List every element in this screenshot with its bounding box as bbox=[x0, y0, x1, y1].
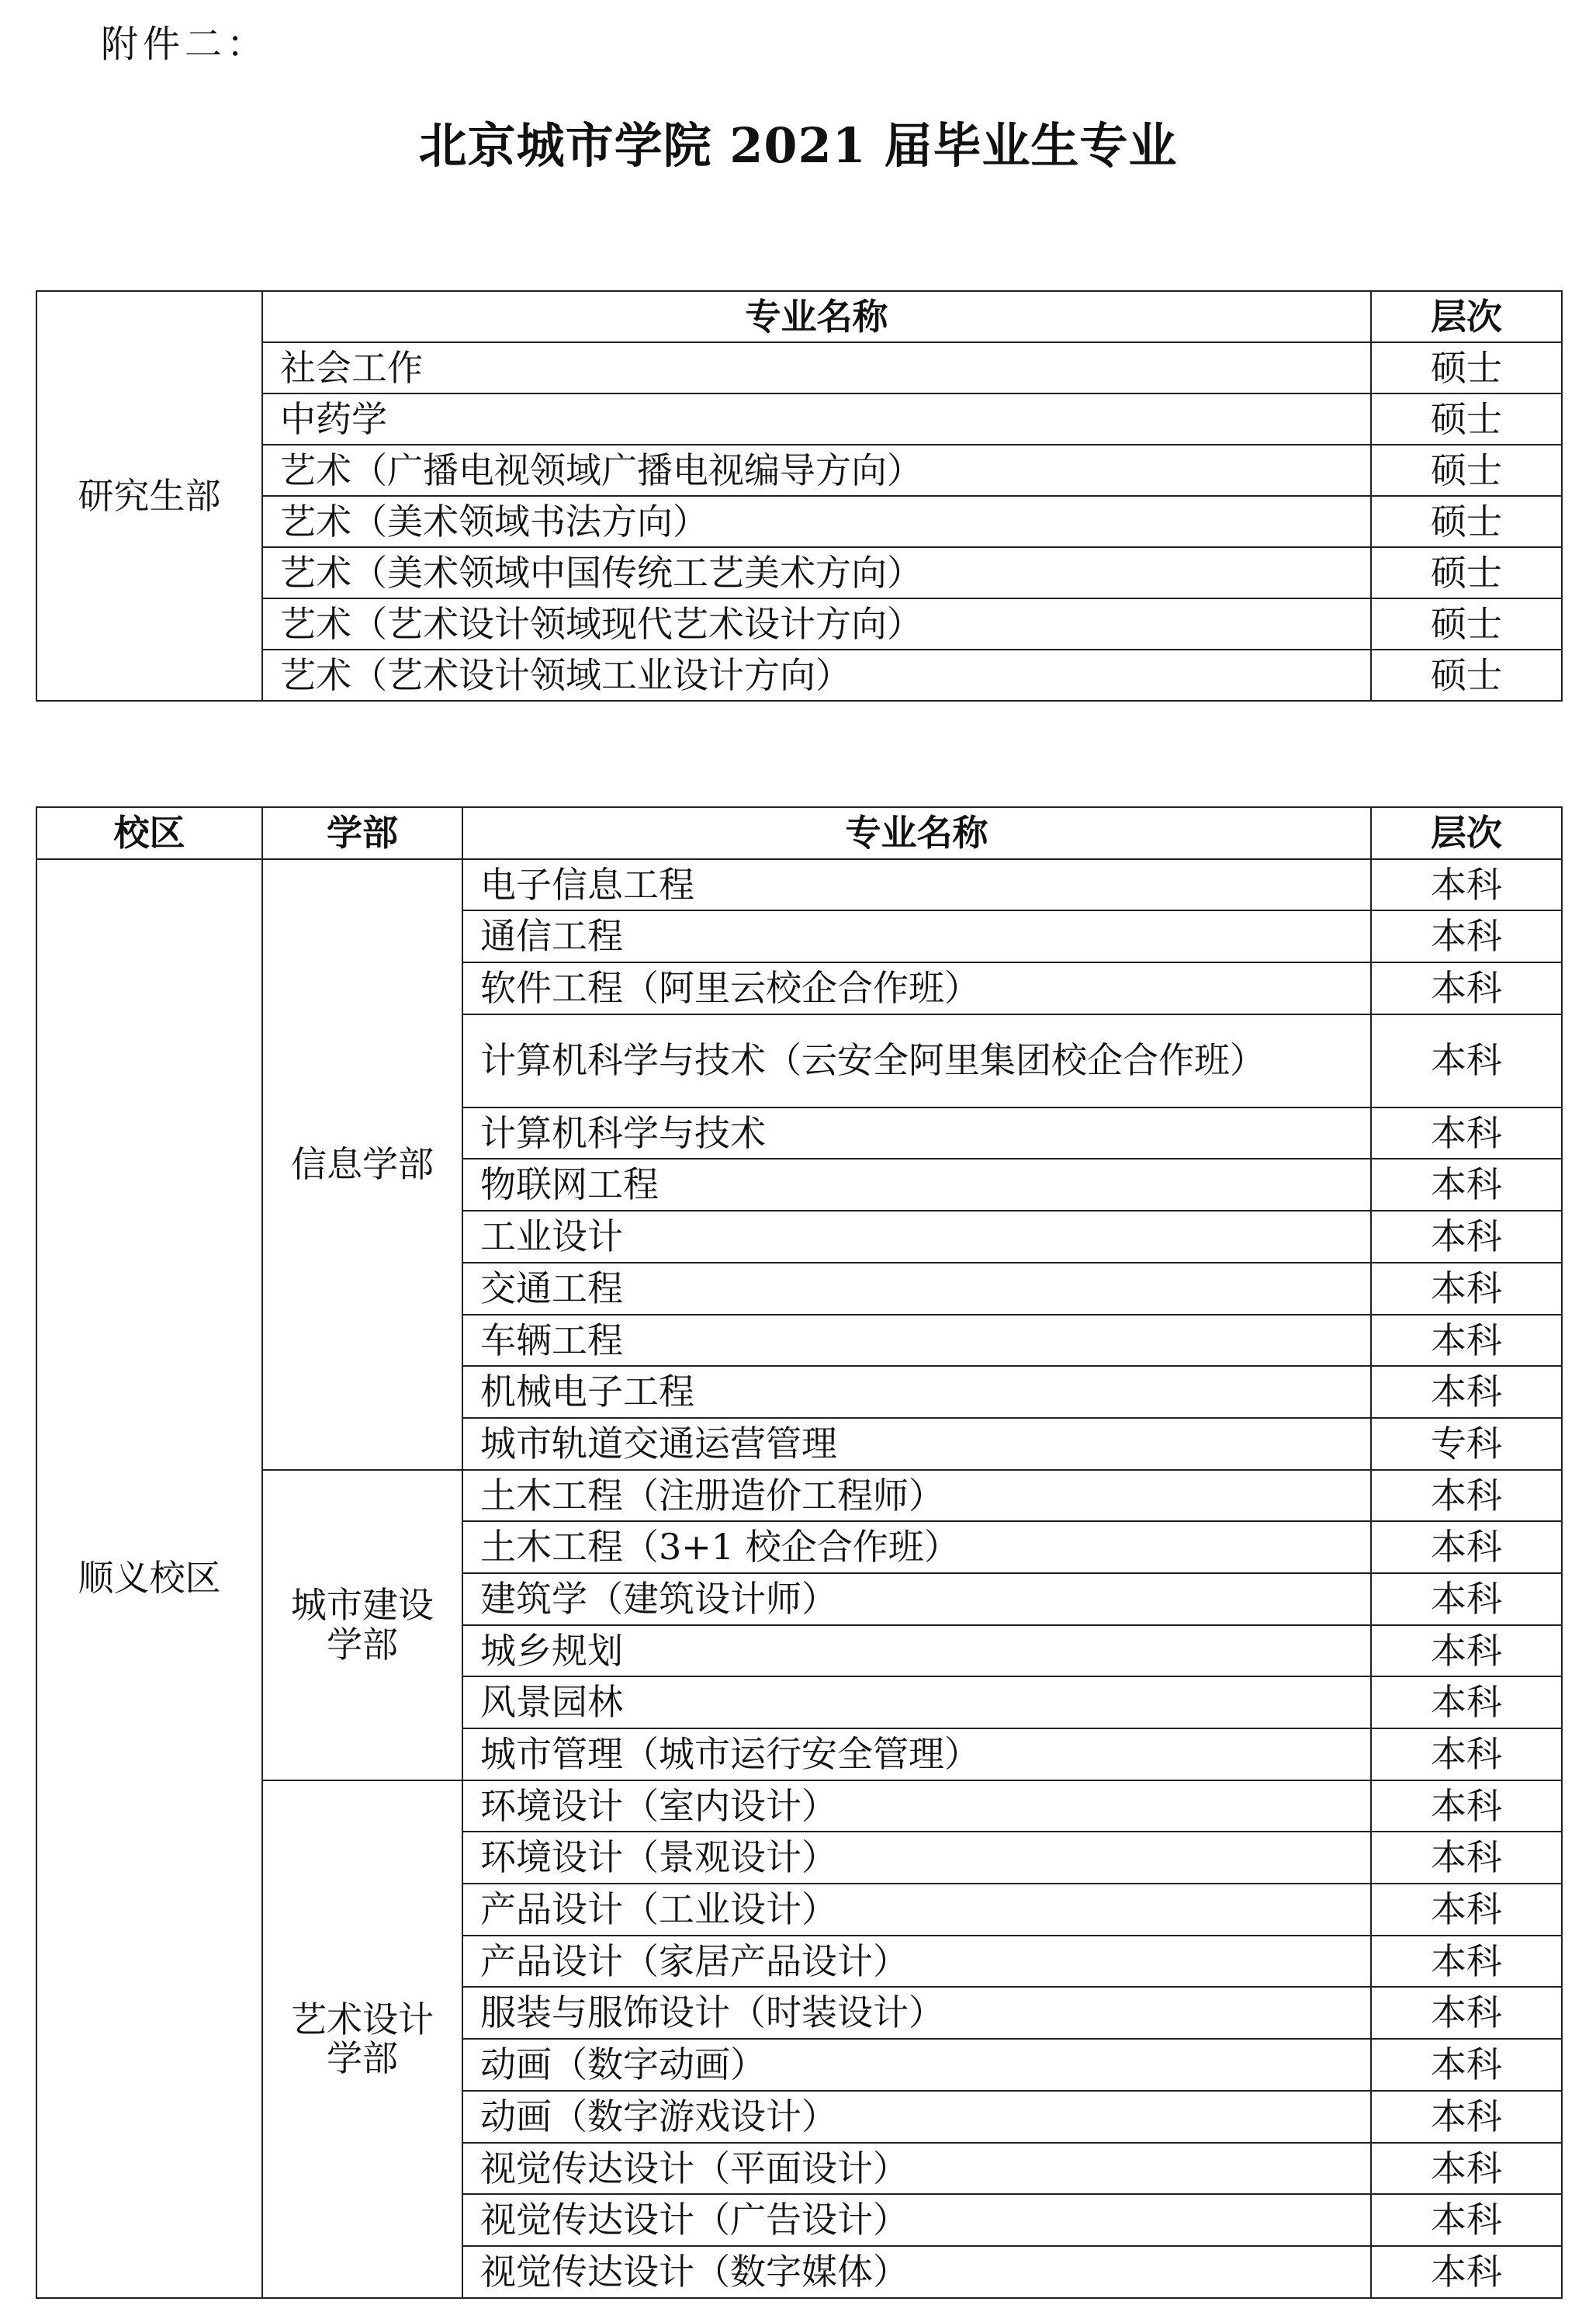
major-level: 本科 bbox=[1371, 1521, 1562, 1573]
table-row bbox=[36, 859, 1562, 911]
page-title: 北京城市学院 2021 届毕业生专业 bbox=[418, 117, 1178, 174]
major-level: 本科 bbox=[1371, 2091, 1562, 2143]
major-name: 艺术（美术领域书法方向） bbox=[262, 496, 1371, 547]
major-name: 电子信息工程 bbox=[462, 859, 1371, 911]
major-name: 产品设计（工业设计） bbox=[462, 1884, 1371, 1936]
major-level: 本科 bbox=[1371, 2194, 1562, 2246]
header-campus: 校区 bbox=[36, 807, 262, 859]
table-row bbox=[36, 393, 1562, 445]
major-name: 机械电子工程 bbox=[462, 1366, 1371, 1418]
major-level: 本科 bbox=[1371, 1780, 1562, 1832]
header-department: 学部 bbox=[262, 807, 462, 859]
major-name: 服装与服饰设计（时装设计） bbox=[462, 1987, 1371, 2039]
major-level: 本科 bbox=[1371, 1728, 1562, 1780]
table-row bbox=[36, 547, 1562, 598]
major-name: 动画（数字动画） bbox=[462, 2039, 1371, 2091]
major-level: 本科 bbox=[1371, 1470, 1562, 1522]
major-level: 本科 bbox=[1371, 1366, 1562, 1418]
table-row bbox=[36, 1780, 1562, 1832]
major-name: 计算机科学与技术（云安全阿里集团校企合作班） bbox=[462, 1014, 1371, 1107]
major-name: 产品设计（家居产品设计） bbox=[462, 1936, 1371, 1988]
major-name: 艺术（美术领域中国传统工艺美术方向） bbox=[262, 547, 1371, 598]
major-level: 硕士 bbox=[1371, 393, 1562, 445]
major-level: 本科 bbox=[1371, 1884, 1562, 1936]
major-level: 本科 bbox=[1371, 1107, 1562, 1159]
major-level: 本科 bbox=[1371, 2039, 1562, 2091]
major-name: 建筑学（建筑设计师） bbox=[462, 1573, 1371, 1625]
major-level: 本科 bbox=[1371, 1936, 1562, 1988]
table-header-row bbox=[36, 291, 1562, 342]
table-row bbox=[36, 342, 1562, 393]
major-name: 城乡规划 bbox=[462, 1625, 1371, 1677]
major-name: 物联网工程 bbox=[462, 1159, 1371, 1211]
major-level: 本科 bbox=[1371, 1315, 1562, 1367]
graduate-majors-table bbox=[36, 290, 1563, 702]
header-major-name: 专业名称 bbox=[462, 807, 1371, 859]
major-level: 本科 bbox=[1371, 1159, 1562, 1211]
header-level: 层次 bbox=[1371, 291, 1562, 342]
major-name: 软件工程（阿里云校企合作班） bbox=[462, 962, 1371, 1014]
major-level: 本科 bbox=[1371, 1263, 1562, 1315]
major-level: 本科 bbox=[1371, 910, 1562, 962]
major-name: 计算机科学与技术 bbox=[462, 1107, 1371, 1159]
major-level: 本科 bbox=[1371, 962, 1562, 1014]
campus-cell: 顺义校区 bbox=[36, 859, 262, 2298]
department-cell: 信息学部 bbox=[262, 859, 462, 1470]
major-name: 通信工程 bbox=[462, 910, 1371, 962]
major-name: 车辆工程 bbox=[462, 1315, 1371, 1367]
major-level: 本科 bbox=[1371, 1625, 1562, 1677]
major-level: 专科 bbox=[1371, 1418, 1562, 1470]
major-name: 艺术（艺术设计领域现代艺术设计方向） bbox=[262, 598, 1371, 650]
major-level: 本科 bbox=[1371, 2143, 1562, 2195]
attachment-label: 附件二： bbox=[101, 23, 269, 66]
major-level: 硕士 bbox=[1371, 598, 1562, 650]
table-row bbox=[36, 496, 1562, 547]
major-level: 硕士 bbox=[1371, 650, 1562, 701]
major-level: 本科 bbox=[1371, 1987, 1562, 2039]
department-cell: 艺术设计学部 bbox=[262, 1780, 462, 2298]
major-name: 环境设计（景观设计） bbox=[462, 1832, 1371, 1884]
major-level: 本科 bbox=[1371, 2246, 1562, 2298]
major-name: 土木工程（注册造价工程师） bbox=[462, 1470, 1371, 1522]
major-level: 硕士 bbox=[1371, 445, 1562, 496]
major-name: 城市轨道交通运营管理 bbox=[462, 1418, 1371, 1470]
major-level: 本科 bbox=[1371, 1211, 1562, 1263]
major-name: 环境设计（室内设计） bbox=[462, 1780, 1371, 1832]
major-name: 工业设计 bbox=[462, 1211, 1371, 1263]
table-header-row bbox=[36, 807, 1562, 859]
major-level: 本科 bbox=[1371, 1676, 1562, 1728]
table-row bbox=[36, 445, 1562, 496]
major-level: 本科 bbox=[1371, 1014, 1562, 1107]
major-level: 硕士 bbox=[1371, 547, 1562, 598]
major-name: 城市管理（城市运行安全管理） bbox=[462, 1728, 1371, 1780]
major-level: 本科 bbox=[1371, 1573, 1562, 1625]
major-level: 本科 bbox=[1371, 1832, 1562, 1884]
major-name: 视觉传达设计（平面设计） bbox=[462, 2143, 1371, 2195]
major-level: 本科 bbox=[1371, 859, 1562, 911]
table-row bbox=[36, 598, 1562, 650]
header-major-name: 专业名称 bbox=[262, 291, 1371, 342]
major-level: 硕士 bbox=[1371, 342, 1562, 393]
table-row bbox=[36, 1470, 1562, 1522]
undergrad-majors-table bbox=[36, 806, 1563, 2299]
major-name: 风景园林 bbox=[462, 1676, 1371, 1728]
major-name: 社会工作 bbox=[262, 342, 1371, 393]
group-cell-graduate: 研究生部 bbox=[36, 291, 262, 701]
major-name: 视觉传达设计（数字媒体） bbox=[462, 2246, 1371, 2298]
major-level: 硕士 bbox=[1371, 496, 1562, 547]
major-name: 艺术（广播电视领域广播电视编导方向） bbox=[262, 445, 1371, 496]
major-name: 动画（数字游戏设计） bbox=[462, 2091, 1371, 2143]
table-row bbox=[36, 650, 1562, 701]
header-level: 层次 bbox=[1371, 807, 1562, 859]
department-cell: 城市建设学部 bbox=[262, 1470, 462, 1780]
major-name: 视觉传达设计（广告设计） bbox=[462, 2194, 1371, 2246]
major-name: 艺术（艺术设计领域工业设计方向） bbox=[262, 650, 1371, 701]
major-name: 中药学 bbox=[262, 393, 1371, 445]
major-name: 交通工程 bbox=[462, 1263, 1371, 1315]
major-name: 土木工程（3+1 校企合作班） bbox=[462, 1521, 1371, 1573]
